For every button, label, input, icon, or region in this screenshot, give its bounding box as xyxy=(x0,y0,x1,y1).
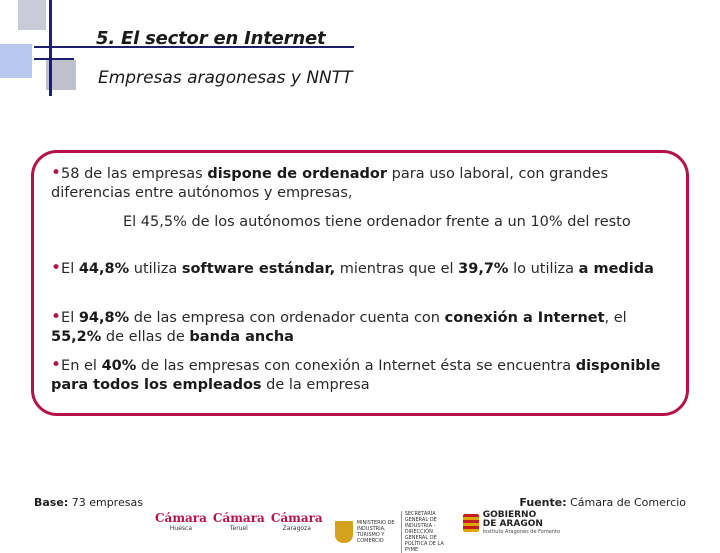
gobierno-aragon-logo: GOBIERNO DE ARAGON Instituto Aragonés de Fomento xyxy=(463,511,560,535)
bullet-software: •El 44,8% utiliza software estándar, mientras que el 39,7% lo utiliza a medida xyxy=(51,258,654,278)
decorative-line xyxy=(34,58,74,60)
bullet-conexion: •El 94,8% de las empresa con ordenador cuenta con conexión a Internet, el 55,2% de ellas de banda ancha xyxy=(51,307,627,345)
bullet-icon: • xyxy=(51,307,62,327)
bullet-icon: • xyxy=(51,258,62,278)
bullet-icon: • xyxy=(51,163,62,183)
ministerio-logo: MINISTERIO DE INDUSTRIA, TURISMO Y COMERCIO SECRETARÍA GENERAL DE INDUSTRIA · DIRECCIÓN GENERAL DE POLÍTICA DE LA PYME xyxy=(335,511,449,553)
bullet-disponibilidad: •En el 40% de las empresas con conexión a Internet ésta se encuentra disponible para todos los empleados de la empresa xyxy=(51,355,661,393)
slide-title: 5. El sector en Internet xyxy=(96,28,326,49)
source-note: Fuente: Cámara de Comercio xyxy=(519,496,686,509)
camara-huesca-logo: Cámara Huesca xyxy=(155,511,207,532)
decorative-square xyxy=(0,44,32,78)
sponsor-logos xyxy=(155,510,560,553)
slide-subtitle: Empresas aragonesas y NNTT xyxy=(98,68,353,88)
bullet-icon: • xyxy=(51,355,62,375)
decorative-square xyxy=(18,0,46,30)
decorative-line xyxy=(49,0,52,96)
sub-paragraph-autonomos: El 45,5% de los autónomos tiene ordenador frente a un 10% del resto xyxy=(123,214,631,230)
camara-zaragoza-logo: Cámara Zaragoza xyxy=(270,511,323,532)
base-note: Base: 73 empresas xyxy=(34,496,143,509)
camara-teruel-logo: Cámara Teruel xyxy=(212,511,265,532)
aragon-flag-icon xyxy=(463,514,479,532)
bullet-ordenador: •58 de las empresas dispone de ordenador para uso laboral, con grandes diferencias entre autónomos y empresas, xyxy=(51,163,609,201)
